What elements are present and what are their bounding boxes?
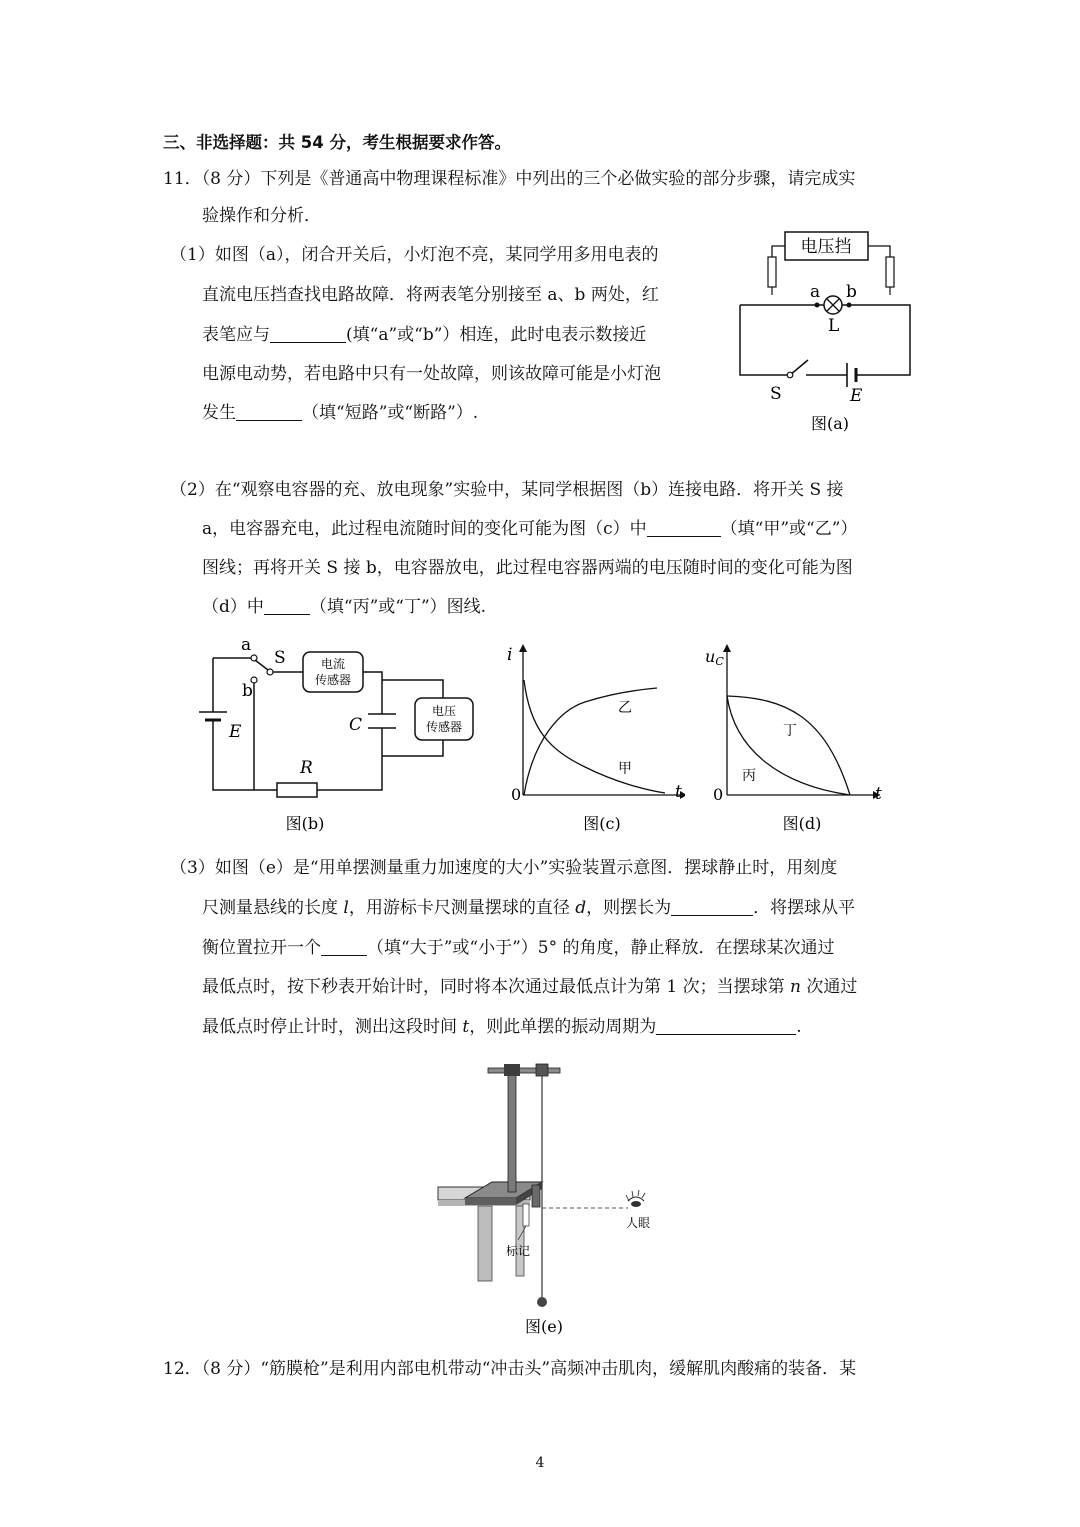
q11-p3-line2-d: ．将摆球从平 <box>753 898 856 918</box>
fig-b-label-E: E <box>229 722 242 742</box>
probe-left <box>768 257 776 287</box>
fig-a-label-L: L <box>828 316 840 336</box>
q11-p2-line2 <box>202 517 857 541</box>
q11-p3-line2-a: 尺测量悬线的长度 <box>202 898 344 918</box>
q11-p3-line4-a: 最低点时，按下秒表开始计时，同时将本次通过最低点计为第 1 次；当摆球第 <box>202 977 791 997</box>
q11-p1-line4: 电源电动势，若电路中只有一处故障，则该故障可能是小灯泡 <box>202 364 661 384</box>
current-sensor-line2: 传感器 <box>314 673 352 687</box>
answer-blank-6[interactable] <box>321 937 367 956</box>
q11-p3-line3-a: 衡位置拉开一个 <box>202 938 321 958</box>
eye-icon <box>628 1197 644 1201</box>
pendulum-bob <box>537 1297 547 1307</box>
q11-p3-line5-b: ，则此单摆的振动周期为 <box>469 1017 657 1037</box>
fig-c-label-yi: 乙 <box>618 700 632 716</box>
q11-p1-line3 <box>202 323 646 347</box>
q11-p2-line4-a: （d）中 <box>202 597 264 617</box>
q11-p3-line5-c: . <box>796 1017 802 1037</box>
fig-c-y-label: i <box>507 645 513 665</box>
var-l: l <box>343 898 349 918</box>
fig-e-caption: 图(e) <box>525 1317 563 1336</box>
fig-c-curve-yi <box>524 688 657 795</box>
q11-p3-line3-b: （填“大于”或“小于”）5° 的角度，静止释放．在摆球某次通过 <box>367 938 835 958</box>
fig-c-origin: 0 <box>511 785 522 804</box>
figure-a-circuit <box>730 225 930 440</box>
voltage-sensor-line2: 传感器 <box>425 720 463 734</box>
fig-d-caption: 图(d) <box>782 814 822 833</box>
q11-p1-line5-a: 发生 <box>202 403 236 423</box>
var-d: d <box>575 898 587 918</box>
q11-p3-line5 <box>202 1015 802 1039</box>
q11-p3-line2-c: ，则摆长为 <box>586 898 672 918</box>
fig-a-label-a: a <box>810 282 821 302</box>
q11-p2-line4 <box>202 595 486 619</box>
fig-d-label-bing: 丙 <box>742 768 756 784</box>
q11-p1-line5 <box>202 401 478 425</box>
fig-a-caption: 图(a) <box>810 414 850 433</box>
fig-c-label-jia: 甲 <box>618 761 632 777</box>
probe-right <box>886 257 894 287</box>
q11-line2: 验操作和分析． <box>202 206 321 226</box>
fig-a-label-b: b <box>846 282 857 302</box>
fig-b-label-b: b <box>242 681 253 701</box>
fig-b-caption: 图(b) <box>285 814 325 833</box>
fig-b-label-R: R <box>300 758 313 778</box>
q11-p1-line3-b: (填“a”或“b”）相连，此时电表示数接近 <box>346 325 647 345</box>
q11-p1-line1: （1）如图（a），闭合开关后，小灯泡不亮，某同学用多用电表的 <box>170 245 659 265</box>
fig-c-x-label: t <box>675 782 682 802</box>
answer-blank-3[interactable] <box>647 518 721 537</box>
var-t: t <box>462 1017 470 1037</box>
page-number: 4 <box>535 1455 545 1471</box>
q11-p2-line1: （2）在“观察电容器的充、放电现象”实验中，某同学根据图（b）连接电路．将开关 S 接 <box>170 480 844 500</box>
answer-blank-4[interactable] <box>264 596 310 615</box>
q11-p3-line2-b: ，用游标卡尺测量摆球的直径 <box>348 898 576 918</box>
figure-d-graph <box>705 640 885 840</box>
section-title: 三、非选择题：共 54 分，考生根据要求作答。 <box>163 133 511 152</box>
fig-a-label-S: S <box>770 384 782 404</box>
q11-p3-line5-a: 最低点时停止计时，测出这段时间 <box>202 1017 463 1037</box>
figure-e-pendulum <box>430 1055 670 1345</box>
q11-p3-line3 <box>202 936 834 960</box>
fig-d-x-label: t <box>875 784 882 804</box>
answer-blank-5[interactable] <box>671 897 753 916</box>
fig-b-label-a: a <box>241 635 252 655</box>
fig-d-origin: 0 <box>713 785 724 804</box>
voltage-sensor-line1: 电压 <box>431 704 457 718</box>
figure-c-graph <box>505 640 685 840</box>
q11-line1: 11．（8 分）下列是《普通高中物理课程标准》中列出的三个必做实验的部分步骤，请完成实 <box>163 169 856 189</box>
switch-S-b <box>255 660 268 670</box>
fig-d-y-label: uC <box>705 647 724 668</box>
current-sensor-line1: 电流 <box>320 657 346 671</box>
fig-c-caption: 图(c) <box>583 814 621 833</box>
fig-b-label-C: C <box>349 715 363 735</box>
q11-p3-line2 <box>202 896 855 920</box>
fig-b-label-S: S <box>274 648 286 668</box>
switch-S <box>790 360 808 375</box>
answer-blank-2[interactable] <box>236 402 302 421</box>
resistor-icon <box>277 783 317 797</box>
q11-p2-line2-a: a，电容器充电，此过程电流随时间的变化可能为图（c）中 <box>202 519 647 539</box>
fig-e-eye-label: 人眼 <box>626 1216 651 1230</box>
var-n: n <box>790 977 801 997</box>
q11-p1-line2: 直流电压挡查找电路故障．将两表笔分别接至 a、b 两处，红 <box>202 285 659 305</box>
q11-p3-line1: （3）如图（e）是“用单摆测量重力加速度的大小”实验装置示意图．摆球静止时，用刻度 <box>170 858 838 878</box>
q11-p3-line4 <box>202 975 857 999</box>
voltage-range-label: 电压挡 <box>800 237 852 257</box>
q11-p2-line4-b: （填“丙”或“丁”）图线. <box>309 597 487 617</box>
fig-a-label-E: E <box>850 386 863 406</box>
q12-line1: 12．（8 分）“筋膜枪”是利用内部电机带动“冲击头”高频冲击肌肉，缓解肌肉酸痛的装备．某 <box>163 1359 857 1379</box>
q11-p3-line4-b: 次通过 <box>800 977 858 997</box>
q11-p1-line3-a: 表笔应与 <box>202 325 270 345</box>
q11-p2-line3: 图线；再将开关 S 接 b，电容器放电，此过程电容器两端的电压随时间的变化可能为图 <box>202 558 853 578</box>
fig-e-mark-label: 标记 <box>506 1244 531 1258</box>
q11-p2-line2-b: （填“甲”或“乙”） <box>720 519 858 539</box>
fig-d-label-ding: 丁 <box>783 723 797 739</box>
q11-p1-line5-b: （填“短路”或“断路”）. <box>302 403 479 423</box>
answer-blank-1[interactable] <box>270 324 346 343</box>
answer-blank-7[interactable] <box>656 1016 796 1035</box>
figure-b-circuit <box>195 630 495 840</box>
